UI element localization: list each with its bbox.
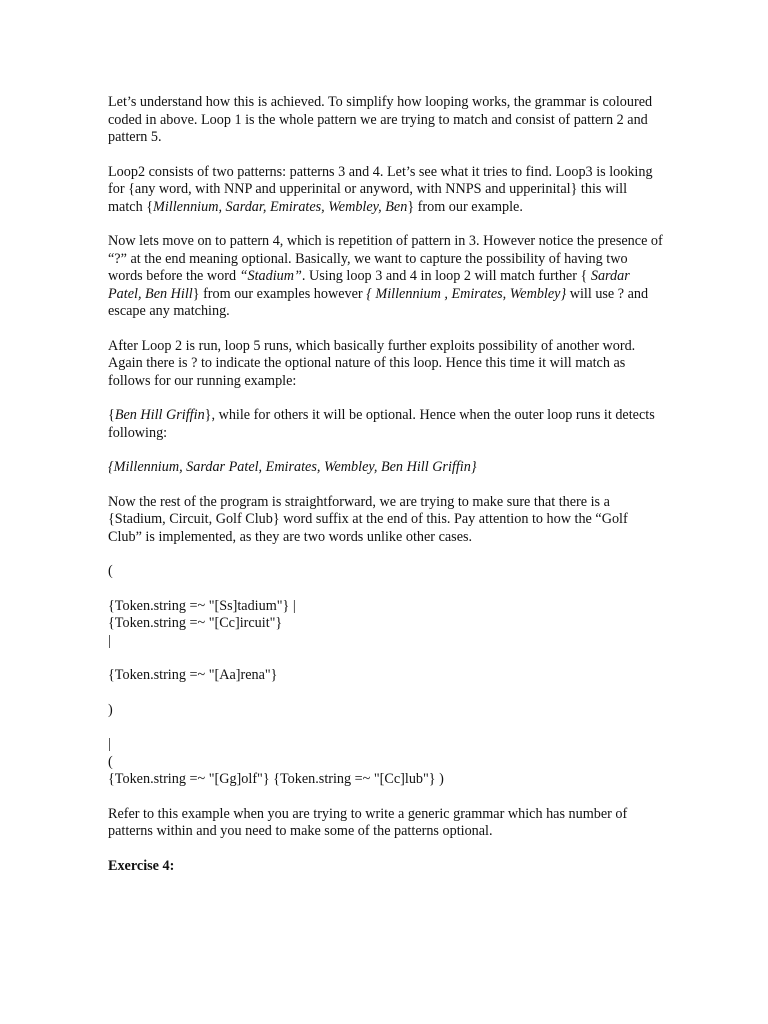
italic-text: { Millennium , Emirates, Wembley} bbox=[366, 285, 567, 302]
document-body bbox=[108, 94, 664, 892]
paragraph-pattern4 bbox=[108, 233, 664, 321]
paragraph-refer bbox=[108, 806, 664, 841]
paragraph-ben-hill bbox=[108, 407, 664, 442]
code-block bbox=[108, 563, 664, 806]
text-span: } from our example. bbox=[407, 198, 523, 215]
text-span: After Loop 2 is run, loop 5 runs, which basically further exploits possibility of another word. Again there is ? to indicate the optional nature of this loop. Hence this time it will match as follows for our running example: bbox=[108, 337, 636, 389]
text-span: }, while for others it will be optional. Hence when the outer loop runs it detects following: bbox=[108, 407, 655, 441]
heading-text: Exercise 4: bbox=[108, 857, 175, 874]
text-span: will use ? and escape any matching. bbox=[108, 285, 649, 319]
code-line: | bbox=[108, 632, 111, 649]
italic-text: “Stadium” bbox=[239, 268, 302, 284]
code-line: {Token.string =~ "[Ss]tadium"} | bbox=[108, 597, 296, 614]
code-line: ( bbox=[108, 753, 113, 770]
text-span: . Using loop 3 and 4 in loop 2 will match further { bbox=[301, 268, 591, 284]
text-span: Loop2 consists of two patterns: patterns 3 and 4. Let’s see what it tries to find. Loop3 is looking for {any word, with NNP and upperinital or anyword, with NNPS and upperinital} this will match { bbox=[108, 163, 653, 215]
italic-text: Ben Hill Griffin bbox=[114, 407, 205, 423]
text-span: Refer to this example when you are trying to write a generic grammar which has number of patterns within and you need to make some of the patterns optional. bbox=[108, 805, 628, 839]
text-span: Let’s understand how this is achieved. To simplify how looping works, the grammar is coloured coded in above. Loop 1 is the whole pattern we are trying to match and consist of pattern 2 and pattern 5. bbox=[108, 94, 653, 145]
text-span: Now the rest of the program is straightforward, we are trying to make sure that there is a {Stadium, Circuit, Golf Club} word suffix at the end of this. Pay attention to how the “Golf Club” is implemented, as they are two words unlike other cases. bbox=[108, 493, 628, 545]
code-line: ( bbox=[108, 563, 113, 579]
code-line: ) bbox=[108, 701, 113, 718]
text-span: } from our examples however bbox=[192, 285, 367, 302]
paragraph-loop2 bbox=[108, 164, 664, 217]
code-line: {Token.string =~ "[Cc]ircuit"} bbox=[108, 615, 283, 631]
italic-text: Millennium, Sardar, Emirates, Wembley, Ben bbox=[153, 198, 408, 215]
text-span: Now lets move on to pattern 4, which is repetition of pattern in 3. However notice the presence of “?” at the end meaning optional. Basically, we want to capture the possibility of having two words before the word bbox=[108, 233, 663, 284]
paragraph-loop5 bbox=[108, 338, 664, 391]
italic-text: {Millennium, Sardar Patel, Emirates, Wembley, Ben Hill Griffin} bbox=[108, 459, 477, 475]
paragraph-suffix bbox=[108, 494, 664, 547]
exercise-heading bbox=[108, 858, 664, 876]
code-line: | bbox=[108, 736, 111, 752]
italic-text: Sardar Patel, Ben Hill bbox=[108, 268, 630, 302]
text-span: { bbox=[108, 407, 115, 423]
paragraph-outer-loop-result bbox=[108, 459, 664, 477]
paragraph-loop-intro bbox=[108, 94, 664, 147]
code-line: {Token.string =~ "[Gg]olf"} {Token.string =~ "[Cc]lub"} ) bbox=[108, 771, 444, 787]
code-line: {Token.string =~ "[Aa]rena"} bbox=[108, 667, 278, 683]
